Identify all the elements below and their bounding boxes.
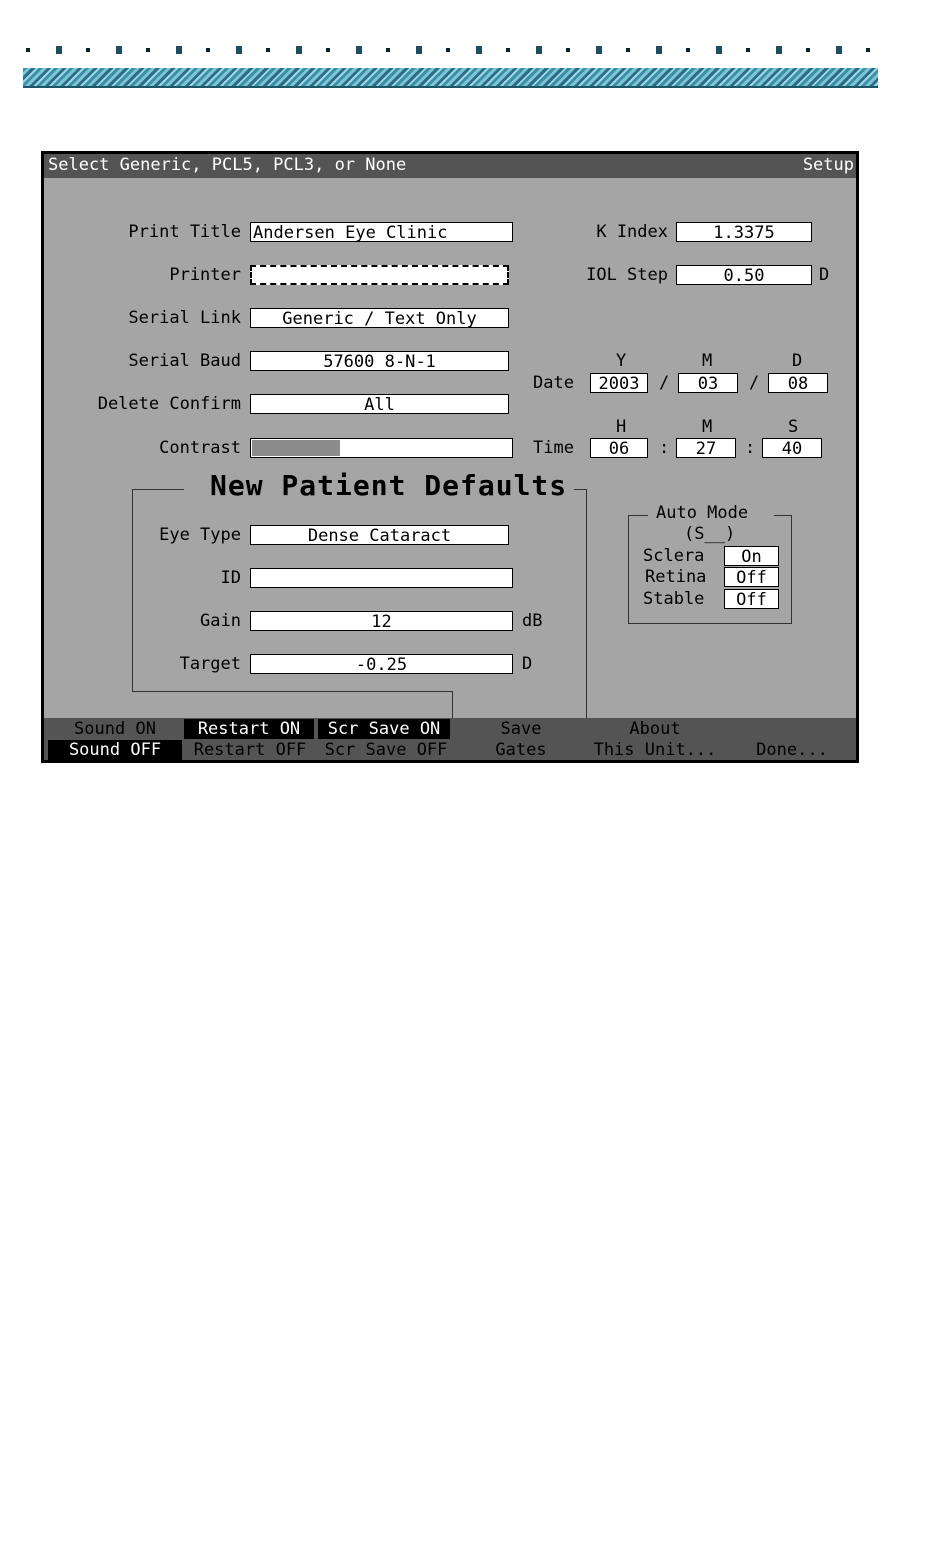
decorative-dot xyxy=(356,46,362,54)
delete-confirm-field[interactable]: All xyxy=(250,394,509,414)
decorative-dot xyxy=(116,46,122,54)
id-field[interactable] xyxy=(250,568,513,588)
target-unit: D xyxy=(522,654,533,674)
contrast-level-fill xyxy=(252,440,340,456)
decorative-dot xyxy=(566,48,570,52)
eye-type-label: Eye Type xyxy=(159,525,241,545)
printer-label: Printer xyxy=(169,265,241,285)
k-index-label: K Index xyxy=(596,222,668,242)
stable-field[interactable]: Off xyxy=(724,589,779,609)
status-prompt: Select Generic, PCL5, PCL3, or None xyxy=(48,155,407,175)
save-gates-button-line2[interactable]: Gates xyxy=(495,740,547,760)
auto-mode-frame-top-right xyxy=(774,515,791,516)
date-year-heading: Y xyxy=(616,351,627,371)
auto-mode-frame-top-left xyxy=(628,515,648,516)
decorative-dot xyxy=(266,48,270,52)
decorative-dot xyxy=(416,46,422,54)
gain-label: Gain xyxy=(200,611,241,631)
decorative-dot xyxy=(236,46,242,54)
date-separator: / xyxy=(659,373,670,393)
decorative-dot xyxy=(476,46,482,54)
softkey-menu-bar xyxy=(44,718,856,760)
decorative-dot xyxy=(686,48,690,52)
decorative-dot xyxy=(146,48,150,52)
date-label: Date xyxy=(533,373,574,393)
group-frame-top-right xyxy=(574,489,586,490)
about-button-line2[interactable]: This Unit... xyxy=(593,740,717,760)
decorative-dot xyxy=(86,48,90,52)
printer-field[interactable] xyxy=(250,265,509,285)
date-separator: / xyxy=(749,373,760,393)
sound-on-button[interactable]: Sound ON xyxy=(74,719,156,739)
decorative-dot xyxy=(506,48,510,52)
time-hour-field[interactable]: 06 xyxy=(590,438,648,458)
delete-confirm-label: Delete Confirm xyxy=(97,394,241,414)
iol-step-field[interactable]: 0.50 xyxy=(676,265,812,285)
decorative-dot xyxy=(446,48,450,52)
title-bar xyxy=(44,154,856,178)
contrast-slider[interactable] xyxy=(250,438,513,458)
serial-baud-field[interactable]: 57600 8-N-1 xyxy=(250,351,509,371)
decorative-dot xyxy=(806,48,810,52)
target-label: Target xyxy=(179,654,241,674)
gain-unit: dB xyxy=(522,611,543,631)
group-frame-top-left xyxy=(132,489,184,490)
k-index-field[interactable]: 1.3375 xyxy=(676,222,812,242)
decorative-dot xyxy=(776,46,782,54)
decorative-dot xyxy=(596,46,602,54)
decorative-dot xyxy=(386,48,390,52)
decorative-dot xyxy=(56,46,62,54)
screen-mode-label: Setup xyxy=(802,155,854,175)
serial-baud-label: Serial Baud xyxy=(128,351,241,371)
group-frame-right xyxy=(586,489,587,721)
auto-mode-title: Auto Mode xyxy=(656,503,749,523)
defaults-group-title: New Patient Defaults xyxy=(210,469,568,502)
iol-step-label: IOL Step xyxy=(586,265,668,285)
scr-save-on-button[interactable]: Scr Save ON xyxy=(318,719,450,739)
eye-type-field[interactable]: Dense Cataract xyxy=(250,525,509,545)
stable-label: Stable xyxy=(643,589,705,609)
auto-mode-subtitle: (S__) xyxy=(684,524,736,544)
retina-label: Retina xyxy=(645,567,707,587)
time-separator: : xyxy=(745,438,756,458)
decorative-dot xyxy=(716,46,722,54)
decorative-dot xyxy=(176,46,182,54)
decorative-dot xyxy=(26,48,30,52)
time-hour-heading: H xyxy=(616,417,627,437)
about-button-line1[interactable]: About xyxy=(629,719,681,739)
group-frame-notch xyxy=(452,691,453,721)
done-button[interactable]: Done... xyxy=(756,740,828,760)
decorative-dot xyxy=(626,48,630,52)
iol-step-unit: D xyxy=(819,265,830,285)
serial-link-field[interactable]: Generic / Text Only xyxy=(250,308,509,328)
decorative-dot xyxy=(326,48,330,52)
date-year-field[interactable]: 2003 xyxy=(590,373,648,393)
contrast-label: Contrast xyxy=(159,438,241,458)
sound-off-button[interactable]: Sound OFF xyxy=(48,740,182,760)
decorative-dot xyxy=(656,46,662,54)
setup-screen xyxy=(41,151,859,763)
id-label: ID xyxy=(220,568,241,588)
print-title-field[interactable]: Andersen Eye Clinic xyxy=(250,222,513,242)
decorative-dot-row xyxy=(20,44,880,58)
retina-field[interactable]: Off xyxy=(724,567,779,587)
restart-on-button[interactable]: Restart ON xyxy=(184,719,314,739)
time-second-field[interactable]: 40 xyxy=(762,438,822,458)
time-minute-field[interactable]: 27 xyxy=(676,438,736,458)
group-frame-bottom xyxy=(132,691,452,692)
time-second-heading: S xyxy=(788,417,799,437)
print-title-label: Print Title xyxy=(128,222,241,242)
serial-link-label: Serial Link xyxy=(128,308,241,328)
date-day-field[interactable]: 08 xyxy=(768,373,828,393)
date-month-field[interactable]: 03 xyxy=(678,373,738,393)
decorative-dot xyxy=(746,48,750,52)
decorative-dot xyxy=(866,48,870,52)
gain-field[interactable]: 12 xyxy=(250,611,513,631)
decorative-dot xyxy=(836,46,842,54)
restart-off-button[interactable]: Restart OFF xyxy=(193,740,307,760)
group-frame-left xyxy=(132,489,133,691)
target-field[interactable]: -0.25 xyxy=(250,654,513,674)
sclera-field[interactable]: On xyxy=(724,546,779,566)
decorative-dot xyxy=(206,48,210,52)
scr-save-off-button[interactable]: Scr Save OFF xyxy=(324,740,448,760)
decorative-banner xyxy=(23,68,878,88)
time-separator: : xyxy=(659,438,670,458)
decorative-dot xyxy=(296,46,302,54)
date-month-heading: M xyxy=(702,351,713,371)
sclera-label: Sclera xyxy=(643,546,705,566)
time-minute-heading: M xyxy=(702,417,713,437)
time-label: Time xyxy=(533,438,574,458)
save-gates-button-line1[interactable]: Save xyxy=(500,719,542,739)
decorative-dot xyxy=(536,46,542,54)
date-day-heading: D xyxy=(792,351,803,371)
